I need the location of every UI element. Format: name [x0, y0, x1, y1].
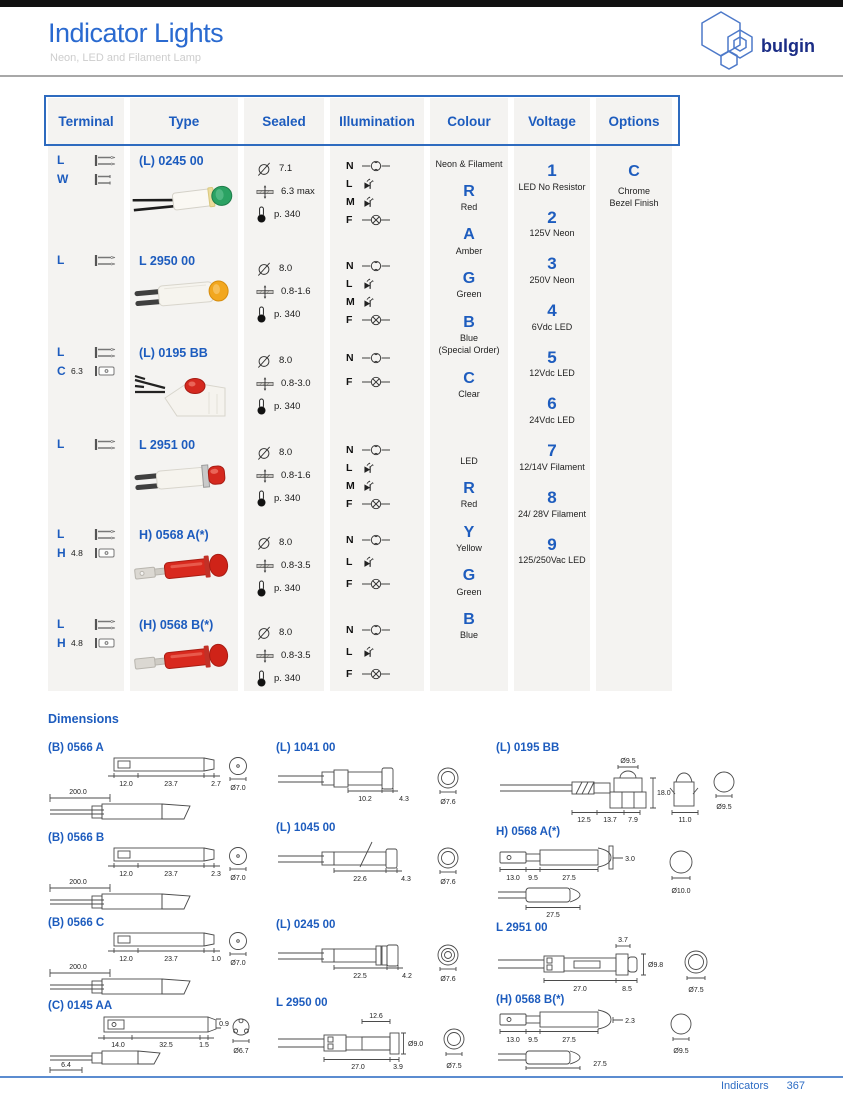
colour-group-label: Neon & Filament [435, 159, 503, 169]
product-code: H) 0568 A(*) [139, 528, 209, 542]
svg-text:200.0: 200.0 [69, 789, 87, 796]
voltage-option: 7 12/14V Filament [519, 441, 585, 472]
panel-thickness-icon [256, 649, 274, 663]
thermometer-icon [256, 306, 267, 323]
svg-text:Ø6.7: Ø6.7 [233, 1048, 249, 1055]
sealed-temp-page: p. 340 [274, 493, 301, 504]
colour-option: B Blue [459, 610, 478, 641]
illumination-code: F [346, 214, 353, 226]
sealed-panel: 0.8-1.6 [281, 470, 311, 481]
svg-text:23.7: 23.7 [164, 781, 178, 788]
terminal-code: L [57, 617, 65, 631]
technical-drawing [276, 836, 481, 892]
diameter-icon [256, 445, 272, 461]
terminal-code: L [57, 345, 65, 359]
terminal-code: W [57, 172, 69, 186]
voltage-option: 3 250V Neon [529, 254, 575, 286]
footer-page-number: 367 [786, 1080, 805, 1092]
dimension-drawing-2950 [276, 997, 486, 1076]
svg-text:3.9: 3.9 [393, 1064, 403, 1071]
sealed-cell [244, 245, 324, 337]
neon-symbol-icon [362, 160, 390, 172]
svg-text:6.4: 6.4 [61, 1062, 71, 1069]
illumination-code: L [346, 646, 353, 658]
diameter-icon [256, 625, 272, 641]
product-photo-2950 [131, 274, 237, 320]
colour-option: G Green [456, 567, 482, 597]
column-header-options: Options [608, 114, 660, 129]
column-header-sealed: Sealed [262, 114, 306, 129]
bulgin-logo-icon [693, 8, 771, 74]
svg-text:4.2: 4.2 [402, 973, 412, 980]
technical-drawing [496, 936, 741, 994]
dimension-drawing-0145aa [48, 1000, 260, 1079]
led-symbol-icon [362, 480, 375, 492]
colour-group-label: LED [460, 456, 478, 467]
filament-symbol-icon [362, 314, 390, 326]
sealed-diameter: 8.0 [279, 447, 293, 458]
svg-text:1.5: 1.5 [199, 1042, 209, 1049]
illumination-code: M [346, 196, 355, 208]
drawing-code: (L) 0245 00 [276, 919, 336, 931]
svg-text:Ø7.6: Ø7.6 [440, 799, 456, 806]
svg-text:2.3: 2.3 [625, 1018, 635, 1025]
illumination-code: L [346, 462, 353, 474]
diameter-icon [256, 161, 272, 177]
column-header-type: Type [168, 114, 200, 129]
voltage-option: 1 LED No Resistor [518, 161, 586, 192]
svg-text:Ø7.5: Ø7.5 [688, 987, 704, 994]
product-code: (H) 0568 B(*) [139, 618, 214, 632]
product-photo-0195 [131, 366, 237, 420]
thermometer-icon [256, 490, 267, 507]
sealed-diameter: 7.1 [279, 163, 293, 174]
option-code: C [628, 163, 640, 180]
technical-drawing [48, 1014, 260, 1074]
svg-text:4.3: 4.3 [401, 876, 411, 883]
led-symbol-icon [362, 646, 375, 658]
led-symbol-icon [362, 296, 375, 308]
terminal-code: L [57, 527, 65, 541]
spade-terminal-icon [94, 637, 116, 649]
panel-thickness-icon [256, 185, 274, 199]
column-options [596, 98, 672, 691]
column-colour [430, 98, 508, 691]
sealed-panel: 0.8-1.6 [281, 286, 311, 297]
illumination-code: F [346, 578, 353, 590]
sealed-diameter: 8.0 [279, 263, 293, 274]
illumination-code: N [346, 534, 354, 546]
svg-text:Ø7.5: Ø7.5 [446, 1063, 462, 1070]
brand-name: bulgin [761, 35, 815, 56]
sealed-panel: 0.8-3.5 [281, 560, 311, 571]
product-code: L 2951 00 [139, 438, 196, 452]
voltage-option: 5 12Vdc LED [529, 347, 575, 379]
product-code: L 2950 00 [139, 254, 196, 268]
terminal-code: L [57, 153, 65, 167]
drawing-code: (B) 0566 B [48, 832, 105, 844]
illumination-code: F [346, 376, 353, 388]
svg-text:10.2: 10.2 [358, 796, 372, 803]
dimension-drawing-0568a [496, 826, 736, 923]
dimension-drawing-0245 [276, 919, 481, 994]
terminal-cell [48, 145, 124, 245]
svg-text:11.0: 11.0 [678, 817, 692, 824]
terminal-cell [48, 429, 124, 519]
led-symbol-icon [362, 278, 375, 290]
drawing-code: L 2951 00 [496, 922, 548, 934]
terminal-cell [48, 609, 124, 691]
led-symbol-icon [362, 196, 375, 208]
svg-text:27.5: 27.5 [562, 875, 576, 882]
type-cell [130, 337, 238, 429]
led-symbol-icon [362, 556, 375, 568]
product-code: (L) 0245 00 [139, 154, 204, 168]
fork-terminal-icon [94, 254, 116, 267]
thermometer-icon [256, 398, 267, 415]
footer [721, 1080, 805, 1092]
voltage-option: 4 6Vdc LED [531, 301, 573, 332]
sealed-cell [244, 429, 324, 519]
spade-terminal-icon [94, 547, 116, 559]
product-code: (L) 0195 BB [139, 346, 208, 360]
svg-text:22.6: 22.6 [353, 876, 367, 883]
column-header-illumination: Illumination [339, 114, 415, 129]
panel-thickness-icon [256, 469, 274, 483]
illumination-cell [330, 519, 424, 609]
column-illumination [330, 98, 424, 691]
illumination-code: F [346, 498, 353, 510]
dimension-drawing-0566a [48, 742, 260, 831]
technical-drawing [276, 1011, 486, 1071]
colour-option: Y Yellow [456, 523, 482, 554]
terminal-size: 4.8 [71, 548, 83, 558]
svg-text:4.3: 4.3 [399, 796, 409, 803]
svg-text:Ø7.0: Ø7.0 [230, 875, 246, 882]
illumination-code: M [346, 480, 355, 492]
led-symbol-icon [362, 178, 375, 190]
voltage-option: 8 24/ 28V Filament [517, 487, 587, 519]
illumination-code: N [346, 624, 354, 636]
filament-symbol-icon [362, 376, 390, 388]
svg-text:27.0: 27.0 [573, 986, 587, 993]
terminal-code: H [57, 546, 66, 560]
svg-text:200.0: 200.0 [69, 964, 87, 971]
brand-logo [693, 8, 815, 74]
neon-symbol-icon [362, 260, 390, 272]
sealed-temp-page: p. 340 [274, 209, 301, 220]
dimension-drawing-0195bb [496, 742, 741, 829]
colour-option: R Red [460, 182, 478, 213]
svg-text:27.5: 27.5 [593, 1061, 607, 1068]
sealed-temp-page: p. 340 [274, 583, 301, 594]
sealed-temp-page: p. 340 [274, 673, 301, 684]
svg-text:Ø7.0: Ø7.0 [230, 785, 246, 792]
type-cell [130, 245, 238, 337]
svg-text:Ø10.0: Ø10.0 [671, 888, 691, 895]
svg-text:9.5: 9.5 [528, 1037, 538, 1044]
svg-text:13.0: 13.0 [506, 1037, 520, 1044]
sealed-panel: 0.8-3.5 [281, 650, 311, 661]
technical-drawing [48, 756, 260, 826]
thermometer-icon [256, 580, 267, 597]
terminal-size: 6.3 [71, 366, 83, 376]
dimensions-title: Dimensions [48, 712, 119, 726]
technical-drawing [48, 846, 260, 916]
sealed-cell [244, 337, 324, 429]
technical-drawing [276, 933, 481, 989]
svg-text:27.5: 27.5 [546, 912, 560, 918]
illumination-code: M [346, 296, 355, 308]
drawing-code: (B) 0566 A [48, 742, 104, 754]
filament-symbol-icon [362, 214, 390, 226]
svg-text:22.5: 22.5 [353, 973, 367, 980]
svg-text:Ø7.0: Ø7.0 [230, 960, 246, 967]
terminal-code: L [57, 253, 65, 267]
illumination-code: N [346, 160, 354, 172]
spade-terminal-icon [94, 365, 116, 377]
technical-drawing [496, 1008, 736, 1072]
terminal-cell [48, 245, 124, 337]
colour-option: G Green [456, 270, 482, 300]
illumination-cell [330, 337, 424, 429]
colour-note: (Special Order) [438, 345, 500, 356]
sealed-diameter: 8.0 [279, 537, 293, 548]
svg-text:Ø9.5: Ø9.5 [620, 758, 636, 765]
sealed-panel: 0.8-3.0 [281, 378, 311, 389]
terminal-code: C [57, 364, 66, 378]
dimension-drawing-2951 [496, 922, 741, 999]
sealed-temp-page: p. 340 [274, 401, 301, 412]
drawing-code: (L) 1041 00 [276, 742, 336, 754]
drawing-code: L 2950 00 [276, 997, 328, 1009]
dimension-drawing-0566c [48, 917, 260, 1006]
svg-text:27.5: 27.5 [562, 1037, 576, 1044]
dimension-drawing-1041 [276, 742, 481, 817]
diameter-icon [256, 261, 272, 277]
product-photo-0568b [131, 638, 237, 684]
neon-symbol-icon [362, 352, 390, 364]
thermometer-icon [256, 206, 267, 223]
fork-terminal-icon [94, 438, 116, 451]
terminal-cell [48, 519, 124, 609]
technical-drawing [276, 756, 481, 812]
terminal-code: H [57, 636, 66, 650]
type-cell [130, 145, 238, 245]
illumination-cell [330, 609, 424, 691]
header-divider [0, 75, 843, 77]
illumination-code: L [346, 556, 353, 568]
filament-symbol-icon [362, 668, 390, 680]
terminal-cell [48, 337, 124, 429]
footer-section-label: Indicators [720, 1080, 769, 1092]
fork-terminal-icon [94, 346, 116, 359]
neon-symbol-icon [362, 444, 390, 456]
spec-table [48, 98, 672, 691]
technical-drawing [496, 756, 741, 824]
column-sealed [244, 98, 324, 691]
svg-text:Ø9.5: Ø9.5 [673, 1048, 689, 1055]
voltage-option: 6 24Vdc LED [529, 394, 575, 426]
option-label: Chrome Bezel Finish [609, 186, 659, 209]
svg-text:23.7: 23.7 [164, 956, 178, 963]
technical-drawing [496, 840, 736, 918]
illumination-code: N [346, 352, 354, 364]
type-cell [130, 429, 238, 519]
svg-text:Ø9.5: Ø9.5 [716, 804, 732, 811]
diameter-icon [256, 353, 272, 369]
illumination-cell [330, 145, 424, 245]
svg-text:Ø9.0: Ø9.0 [408, 1041, 424, 1048]
svg-text:2.7: 2.7 [211, 781, 221, 788]
page-subtitle: Neon, LED and Filament Lamp [50, 52, 202, 64]
diameter-icon [256, 535, 272, 551]
colour-option: A Amber [455, 226, 483, 256]
svg-text:13.7: 13.7 [603, 817, 617, 824]
illumination-cell [330, 429, 424, 519]
svg-text:200.0: 200.0 [69, 879, 87, 886]
svg-text:12.6: 12.6 [369, 1013, 383, 1020]
column-voltage [514, 98, 590, 691]
sealed-temp-page: p. 340 [274, 309, 301, 320]
voltage-option: 9 125/250Vac LED [518, 534, 586, 566]
led-symbol-icon [362, 462, 375, 474]
type-cell [130, 519, 238, 609]
product-photo-0245 [131, 174, 237, 226]
svg-text:12.0: 12.0 [119, 781, 133, 788]
svg-text:2.3: 2.3 [211, 871, 221, 878]
sealed-diameter: 8.0 [279, 627, 293, 638]
svg-text:8.5: 8.5 [622, 986, 632, 993]
fork-terminal-icon [94, 173, 116, 186]
svg-text:Ø7.6: Ø7.6 [440, 879, 456, 886]
type-cell [130, 609, 238, 691]
drawing-code: (B) 0566 C [48, 917, 105, 929]
illumination-code: F [346, 668, 353, 680]
svg-text:23.7: 23.7 [164, 871, 178, 878]
svg-text:Ø9.8: Ø9.8 [648, 962, 664, 969]
thermometer-icon [256, 670, 267, 687]
page-title: Indicator Lights [48, 18, 224, 48]
sealed-panel: 6.3 max [281, 186, 315, 197]
panel-thickness-icon [256, 559, 274, 573]
column-header-colour: Colour [447, 114, 491, 129]
neon-symbol-icon [362, 534, 390, 546]
svg-text:14.0: 14.0 [111, 1042, 125, 1049]
technical-drawing [48, 931, 260, 1001]
drawing-code: (L) 1045 00 [276, 822, 336, 834]
drawing-code: H) 0568 A(*) [496, 826, 561, 838]
dimension-drawing-0566b [48, 832, 260, 921]
sealed-cell [244, 519, 324, 609]
illumination-code: N [346, 260, 354, 272]
filament-symbol-icon [362, 578, 390, 590]
fork-terminal-icon [94, 618, 116, 631]
column-header-voltage: Voltage [528, 114, 576, 129]
voltage-option: 2 125V Neon [529, 207, 575, 239]
panel-thickness-icon [256, 377, 274, 391]
svg-text:18.0: 18.0 [657, 790, 671, 797]
illumination-code: N [346, 444, 354, 456]
svg-text:12.0: 12.0 [119, 956, 133, 963]
drawing-code: (L) 0195 BB [496, 742, 560, 754]
column-header-terminal: Terminal [58, 114, 114, 129]
dimension-drawing-0568b [496, 994, 736, 1077]
terminal-code: L [57, 437, 65, 451]
illumination-code: F [346, 314, 353, 326]
footer-divider [0, 1076, 843, 1078]
dimension-drawing-1045 [276, 822, 481, 897]
terminal-size: 4.8 [71, 638, 83, 648]
product-photo-0568a [131, 548, 237, 594]
panel-thickness-icon [256, 285, 274, 299]
svg-text:3.7: 3.7 [618, 937, 628, 944]
svg-text:0.9: 0.9 [219, 1021, 229, 1028]
illumination-cell [330, 245, 424, 337]
svg-text:9.5: 9.5 [528, 875, 538, 882]
svg-text:Ø7.6: Ø7.6 [440, 976, 456, 983]
svg-text:13.0: 13.0 [506, 875, 520, 882]
svg-text:12.0: 12.0 [119, 871, 133, 878]
colour-option: B Blue (Special Order) [430, 314, 508, 357]
product-photo-2951 [131, 458, 237, 504]
neon-symbol-icon [362, 624, 390, 636]
sealed-cell [244, 145, 324, 245]
colour-option: C Clear [458, 369, 480, 399]
svg-text:1.0: 1.0 [211, 956, 221, 963]
drawing-code: (H) 0568 B(*) [496, 994, 565, 1006]
svg-text:3.0: 3.0 [625, 856, 635, 863]
illumination-code: L [346, 178, 353, 190]
svg-text:32.5: 32.5 [159, 1042, 173, 1049]
fork-terminal-icon [94, 154, 116, 167]
sealed-diameter: 8.0 [279, 355, 293, 366]
column-type [130, 98, 238, 691]
top-black-bar [0, 0, 843, 7]
sealed-cell [244, 609, 324, 691]
illumination-code: L [346, 278, 353, 290]
filament-symbol-icon [362, 498, 390, 510]
column-terminal [48, 98, 124, 691]
svg-text:27.0: 27.0 [351, 1064, 365, 1071]
drawing-code: (C) 0145 AA [48, 1000, 113, 1012]
fork-terminal-icon [94, 528, 116, 541]
colour-option: R Red [460, 480, 478, 510]
svg-text:12.5: 12.5 [577, 817, 591, 824]
svg-text:7.9: 7.9 [628, 817, 638, 824]
